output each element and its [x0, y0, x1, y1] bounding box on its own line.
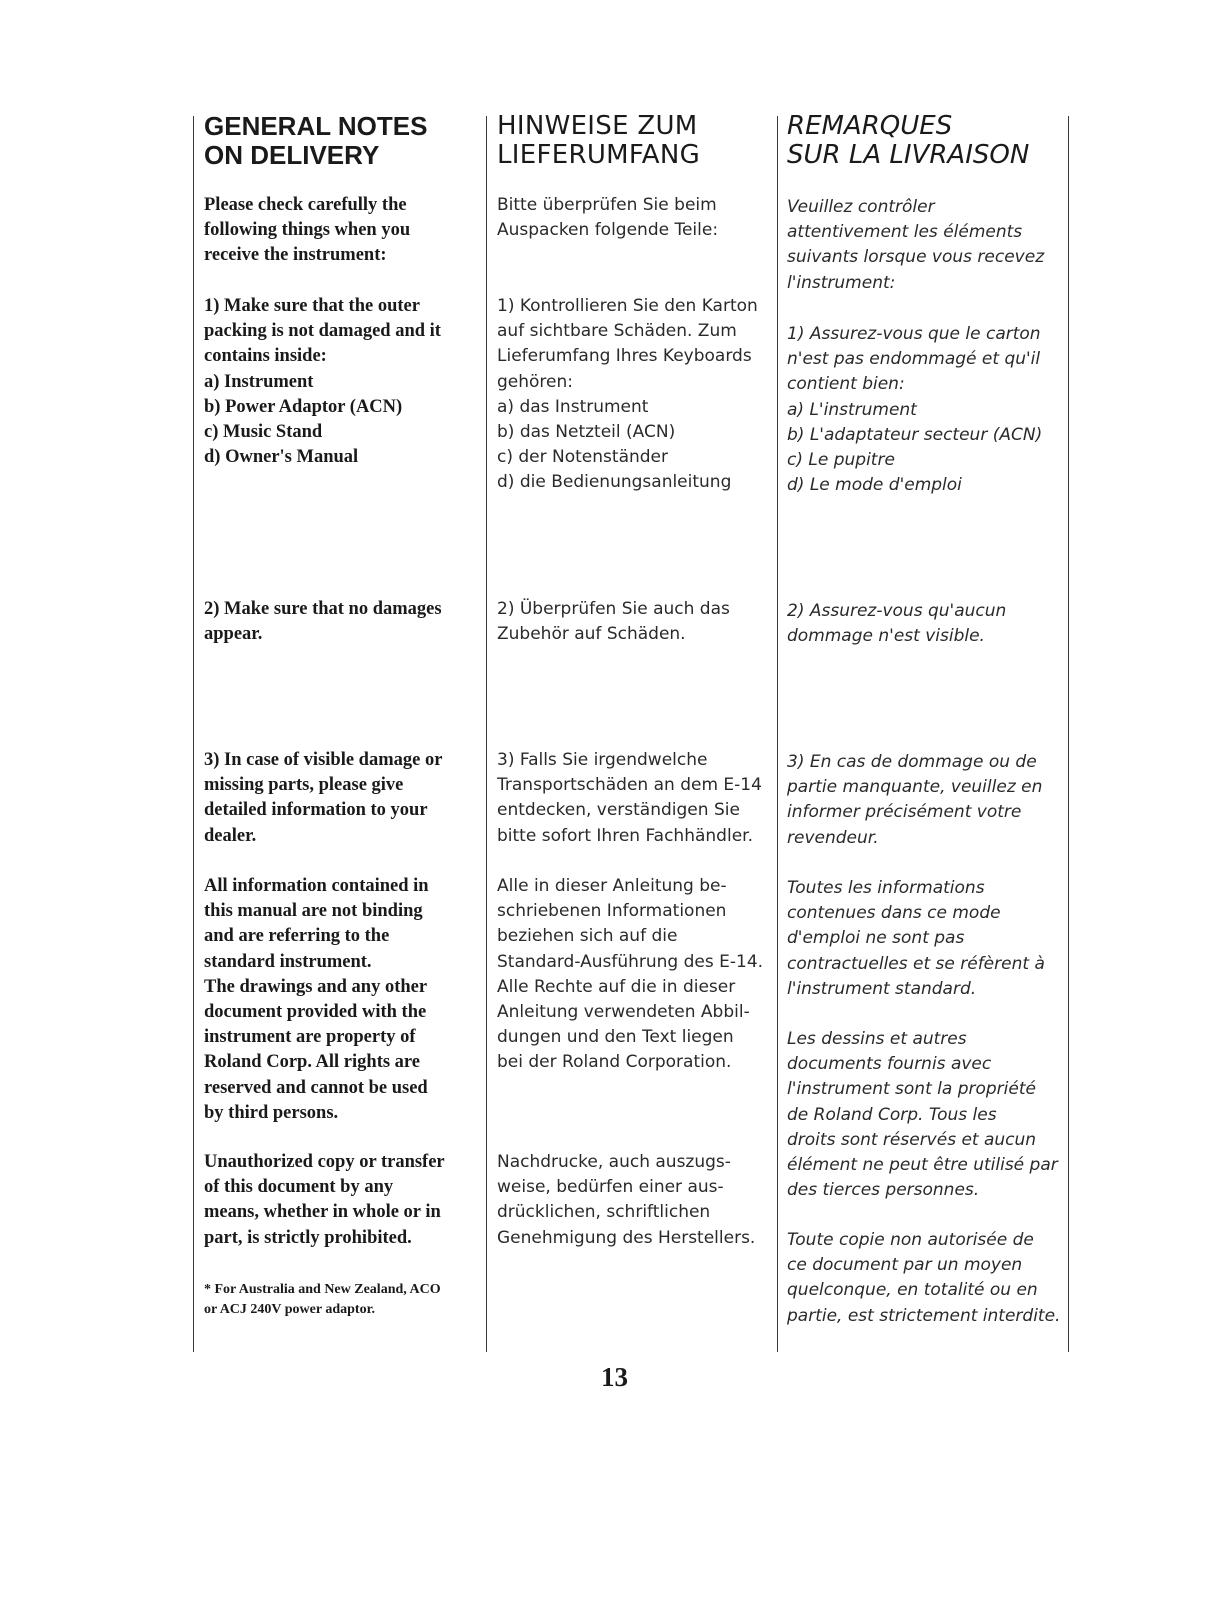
- german-intro: Bitte überprüfen Sie beim Auspacken folgende Teile:: [497, 195, 719, 241]
- english-footnote: * For Australia and New Zealand, ACO or ACJ 240V power adaptor.: [204, 1282, 441, 1317]
- german-point-3: 3) Falls Sie irgendwelche Transportschäden an dem E-14 entdecken, verständigen Sie bitte sofort Ihren Fachhändler.: [497, 750, 762, 846]
- french-point-3: 3) En cas de dommage ou de partie manquante, veuillez en informer précisément votre revendeur.: [787, 752, 1043, 848]
- german-point-2: 2) Überprüfen Sie auch das Zubehör auf Schäden.: [497, 599, 730, 645]
- english-heading: GENERAL NOTES ON DELIVERY: [204, 111, 428, 170]
- french-copyright: Toute copie non autorisée de ce document par un moyen quelconque, en totalité ou en partie, est strictement interdite.: [787, 1230, 1061, 1326]
- french-point-1: 1) Assurez-vous que le carton n'est pas endommagé et qu'il contient bien: a) L'instrument b) L'adaptateur secteur (ACN) c) Le pupitre d) Le mode d'emploi: [787, 324, 1043, 496]
- english-intro: Please check carefully the following things when you receive the instrument:: [204, 195, 411, 266]
- column-rule-right: [1068, 116, 1069, 1352]
- english-copyright: Unauthorized copy or transfer of this document by any means, whether in whole or in part, is strictly prohibited.: [204, 1152, 445, 1248]
- german-disclaimer: Alle in dieser Anleitung be- schriebenen Informationen beziehen sich auf die Standard-Ausführung des E-14. Alle Rechte auf die in dieser Anleitung verwendeten Abbil- dungen und den Text liegen bei der Roland Corporation.: [497, 876, 764, 1073]
- french-intro: Veuillez contrôler attentivement les éléments suivants lorsque vous recevez l'instrument:: [787, 197, 1045, 293]
- german-heading: HINWEISE ZUM LIEFERUMFANG: [497, 111, 701, 170]
- german-copyright: Nachdrucke, auch auszugs- weise, bedürfen einer aus- drücklichen, schriftlichen Genehmigung des Herstellers.: [497, 1152, 756, 1248]
- english-point-3: 3) In case of visible damage or missing parts, please give detailed information to your dealer.: [204, 750, 443, 846]
- column-rule-center-right: [777, 116, 778, 1352]
- french-property: Les dessins et autres documents fournis avec l'instrument sont la propriété de Roland Corp. Tous les droits sont réservés et aucun élément ne peut être utilisé par des tierces personnes.: [787, 1029, 1058, 1201]
- english-point-2: 2) Make sure that no damages appear.: [204, 599, 442, 645]
- french-heading: REMARQUES SUR LA LIVRAISON: [787, 111, 1030, 170]
- english-point-1: 1) Make sure that the outer packing is not damaged and it contains inside: a) Instrument b) Power Adaptor (ACN) c) Music Stand d) Owner's Manual: [204, 296, 441, 468]
- english-disclaimer: All information contained in this manual are not binding and are referring to the standard instrument. The drawings and any other document provided with the instrument are property of Roland Corp. All rights are reserved and cannot be used by third persons.: [204, 876, 429, 1123]
- column-rule-center-left: [486, 116, 487, 1352]
- page-number: 13: [601, 1362, 628, 1392]
- french-disclaimer: Toutes les informations contenues dans ce mode d'emploi ne sont pas contractuelles et se réfèrent à l'instrument standard.: [787, 878, 1045, 999]
- column-rule-left: [193, 116, 194, 1352]
- french-point-2: 2) Assurez-vous qu'aucun dommage n'est visible.: [787, 601, 1007, 647]
- german-point-1: 1) Kontrollieren Sie den Karton auf sichtbare Schäden. Zum Lieferumfang Ihres Keyboards gehören: a) das Instrument b) das Netzteil (ACN) c) der Notenständer d) die Bedienungsanleitung: [497, 296, 758, 493]
